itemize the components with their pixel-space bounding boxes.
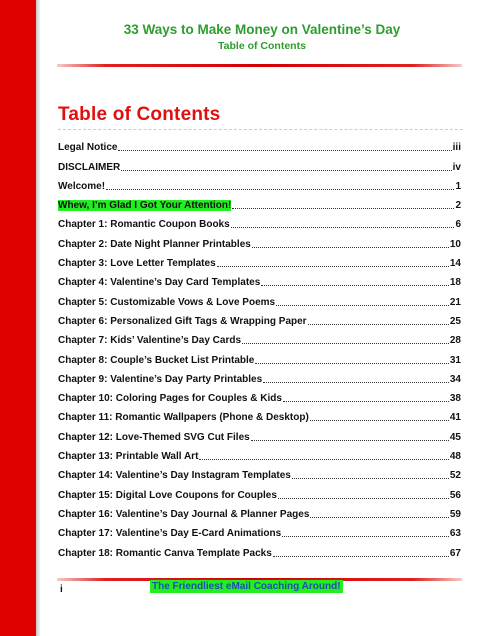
toc-entry-label: DISCLAIMER [58,161,121,173]
toc-entry-label: Chapter 9: Valentine’s Day Party Printables [58,373,263,385]
toc-entry-page: 10 [449,238,461,250]
footer-tagline: The Friendliest eMail Coaching Around! [152,581,341,592]
toc-entry-page: 48 [449,451,461,463]
toc-entry-page: 21 [449,296,461,308]
toc-entry-label: Chapter 18: Romantic Canva Template Packs [58,547,272,559]
toc-entry-page: 1 [455,180,461,192]
toc-entry[interactable] [58,346,461,365]
toc-leader-dots [276,304,449,306]
toc-entry-page: 18 [449,277,461,289]
toc-leader-dots [310,419,449,421]
toc-entry[interactable] [58,250,461,269]
toc-leader-dots [231,226,455,228]
toc-entry-page: iii [452,142,461,154]
toc-entry[interactable] [58,192,461,211]
toc-entry-page: 2 [455,200,461,212]
toc-entry-label: Whew, I’m Glad I Got Your Attention! [58,200,232,212]
toc-entry-page: iv [452,161,461,173]
toc-entry-page: 25 [449,315,461,327]
toc-entry-page: 31 [449,354,461,366]
toc-entry-page: 59 [449,508,461,520]
document-subtitle: Table of Contents [218,40,306,52]
toc-entry-label: Chapter 7: Kids’ Valentine’s Day Cards [58,335,242,347]
toc-entry-label: Chapter 2: Date Night Planner Printables [58,238,251,250]
toc-entry-label: Chapter 1: Romantic Coupon Books [58,219,230,231]
toc-entry[interactable] [58,366,461,385]
toc-entry[interactable] [58,153,461,172]
toc-entry[interactable] [58,423,461,442]
toc-entry-page: 45 [449,431,461,443]
toc-entry-label: Chapter 10: Coloring Pages for Couples & Kids [58,393,282,405]
toc-entry-label: Chapter 15: Digital Love Coupons for Couples [58,489,277,501]
toc-entry[interactable] [58,404,461,423]
toc-entry-label: Chapter 12: Love-Themed SVG Cut Files [58,431,250,443]
toc-leader-dots [255,362,449,364]
toc-leader-dots [310,516,448,518]
footer-page-number: i [60,584,63,595]
toc-leader-dots [273,555,449,557]
toc-entry[interactable] [58,481,461,500]
toc-entry[interactable] [58,520,461,539]
toc-leader-dots [118,149,451,151]
toc-entry-page: 41 [449,412,461,424]
toc-entry-page: 34 [449,373,461,385]
toc-entry[interactable] [58,230,461,249]
toc-entry-label: Chapter 6: Personalized Gift Tags & Wrapping Paper [58,315,307,327]
toc-entry-label: Chapter 14: Valentine’s Day Instagram Templates [58,470,291,482]
toc-entry-label: Chapter 5: Customizable Vows & Love Poems [58,296,276,308]
toc-leader-dots [217,265,449,267]
toc-leader-dots [199,458,448,460]
toc-entry[interactable] [58,327,461,346]
toc-list [58,134,461,559]
toc-entry[interactable] [58,288,461,307]
toc-entry[interactable] [58,173,461,192]
toc-entry-label: Welcome! [58,180,106,192]
toc-leader-dots [292,477,449,479]
toc-entry-page: 63 [449,528,461,540]
toc-entry-label: Chapter 17: Valentine’s Day E-Card Animations [58,528,282,540]
toc-entry-page: 28 [449,335,461,347]
toc-entry[interactable] [58,269,461,288]
toc-entry[interactable] [58,385,461,404]
toc-entry[interactable] [58,539,461,558]
toc-leader-dots [251,439,449,441]
left-margin-bar [0,0,40,636]
toc-entry-label: Chapter 16: Valentine’s Day Journal & Planner Pages [58,508,310,520]
toc-entry-label: Chapter 3: Love Letter Templates [58,258,216,270]
header-divider [57,64,462,67]
toc-leader-dots [278,497,449,499]
toc-heading-underline [58,129,463,130]
document-title: 33 Ways to Make Money on Valentine’s Day [123,22,401,37]
toc-leader-dots [261,284,449,286]
toc-leader-dots [232,207,454,209]
toc-entry-label: Chapter 11: Romantic Wallpapers (Phone & Desktop) [58,412,309,424]
toc-entry-page: 67 [449,547,461,559]
toc-entry[interactable] [58,443,461,462]
toc-entry-label: Legal Notice [58,142,118,154]
toc-entry-page: 14 [449,258,461,270]
toc-leader-dots [242,342,449,344]
toc-entry-label: Chapter 4: Valentine’s Day Card Templates [58,277,261,289]
toc-entry-label: Chapter 13: Printable Wall Art [58,451,199,463]
toc-leader-dots [283,400,449,402]
toc-leader-dots [263,381,449,383]
toc-leader-dots [106,188,454,190]
toc-heading: Table of Contents [58,104,221,125]
toc-leader-dots [252,246,449,248]
toc-entry[interactable] [58,501,461,520]
toc-entry[interactable] [58,134,461,153]
toc-entry[interactable] [58,462,461,481]
toc-entry-page: 52 [449,470,461,482]
toc-entry-page: 6 [455,219,461,231]
toc-entry-page: 56 [449,489,461,501]
toc-entry-page: 38 [449,393,461,405]
toc-entry[interactable] [58,211,461,230]
toc-leader-dots [121,169,451,171]
toc-entry-label: Chapter 8: Couple’s Bucket List Printable [58,354,255,366]
toc-leader-dots [282,535,449,537]
toc-leader-dots [308,323,449,325]
toc-entry[interactable] [58,308,461,327]
